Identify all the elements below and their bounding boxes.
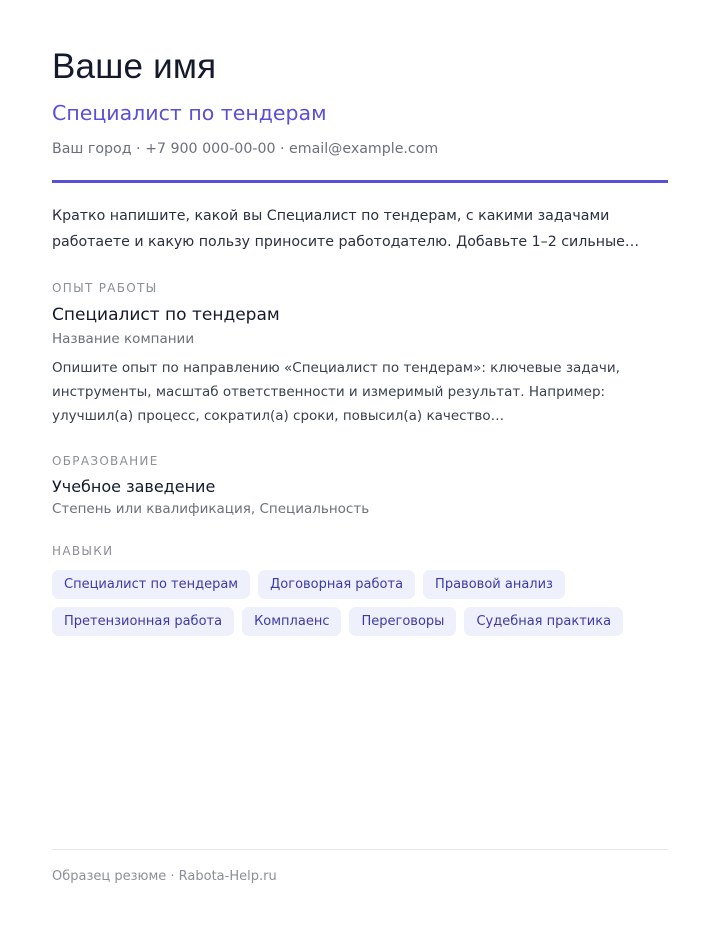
company-name: Название компании: [52, 331, 195, 347]
skill-chip: Переговоры: [349, 607, 456, 636]
skills-list: [52, 570, 668, 636]
skill-chip: Судебная практика: [464, 607, 623, 636]
skill-chip: Специалист по тендерам: [52, 570, 250, 599]
education-institution: Учебное заведение: [52, 477, 216, 496]
skill-chip: Претензионная работа: [52, 607, 234, 636]
candidate-name: Ваше имя: [52, 47, 217, 86]
footer-text: Образец резюме · Rabota-Help.ru: [52, 869, 277, 884]
skill-chip: Комплаенс: [242, 607, 341, 636]
header-divider: [52, 180, 668, 183]
candidate-role: Специалист по тендерам: [52, 101, 327, 125]
education-degree: Степень или квалификация, Специальность: [52, 501, 370, 517]
skill-chip: Договорная работа: [258, 570, 415, 599]
contact-line: Ваш город · +7 900 000-00-00 · email@example.com: [52, 141, 439, 157]
experience-section-title: ОПЫТ РАБОТЫ: [52, 281, 158, 295]
summary-text: Кратко напишите, какой вы Специалист по тендерам, с какими задачами работаете и какую пользу приносите работодателю. Добавьте 1–2 сильные…: [52, 208, 640, 250]
footer-divider: [52, 849, 668, 850]
skill-chip: Правовой анализ: [423, 570, 565, 599]
education-section-title: ОБРАЗОВАНИЕ: [52, 454, 159, 468]
job-title: Специалист по тендерам: [52, 305, 280, 325]
skills-section-title: НАВЫКИ: [52, 544, 114, 558]
job-description: Опишите опыт по направлению «Специалист по тендерам»: ключевые задачи, инструменты, масштаб ответственности и измеримый результат. Например: улучшил(а) процесс, сократил(а) сроки, повысил(а) качество…: [52, 360, 620, 424]
